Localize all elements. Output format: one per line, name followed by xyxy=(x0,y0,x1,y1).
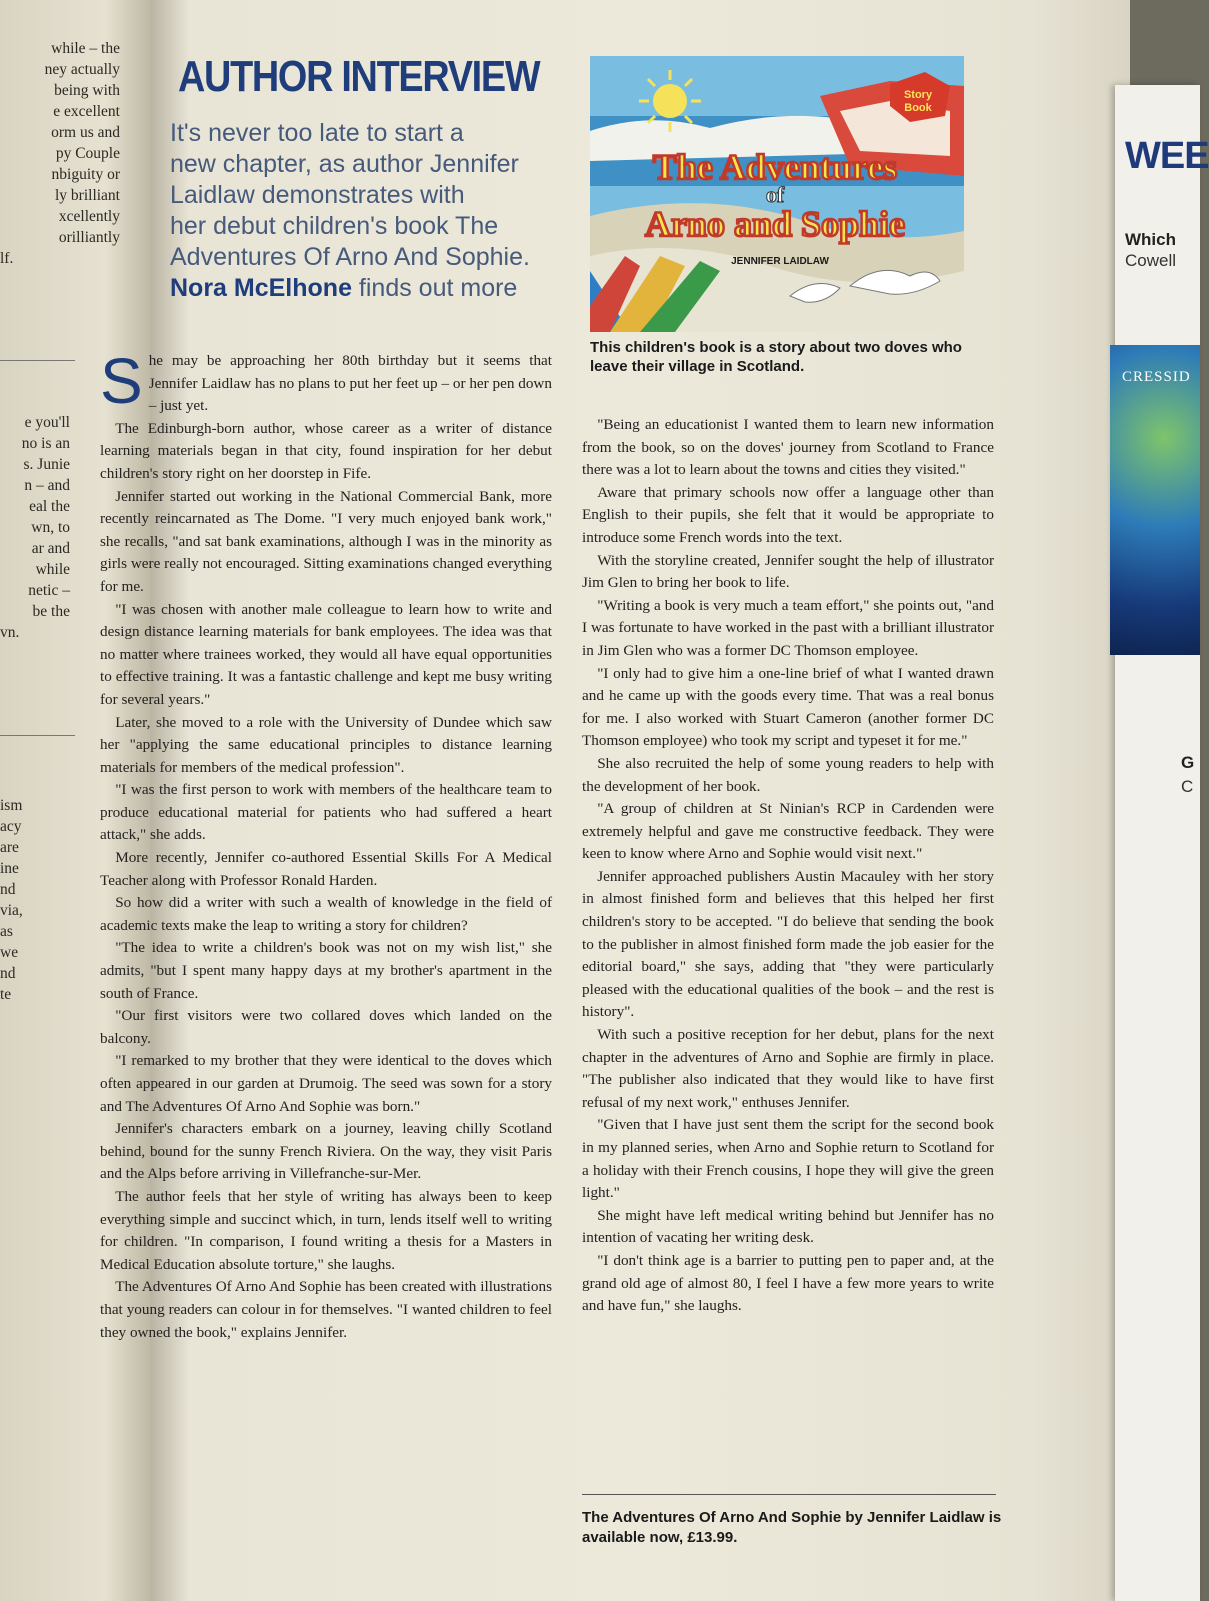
article-paragraph: She may be approaching her 80th birthday but it seems that Jennifer Laidlaw has no plans to put her feet up – or her pen down – just yet. xyxy=(100,345,552,417)
cover-badge-line2: Book xyxy=(904,102,932,114)
left-page-rule xyxy=(0,735,75,736)
page-headline: AUTHOR INTERVIEW xyxy=(178,52,540,101)
left-page-text-block-1: while – the ney actually being with e excellent orm us and py Couple nbiguity or ly brilliant xcellently orilliantly lf. xyxy=(0,40,120,267)
article-paragraph: "The idea to write a children's book was not on my wish list," she admits, "but I spent many happy days at my brother's apartment in the south of France. xyxy=(100,939,552,1002)
article-paragraph: "I don't think age is a barrier to putting pen to paper and, at the grand old age of almost 80, I feel I have a few more years to write and have fun," she laughs. xyxy=(582,1251,994,1315)
article-paragraph: The author feels that her style of writing has always been to keep everything simple and succinct which, in turn, lends itself well to writing for children. "In comparison, I found writing a thesis for a Masters in Medical Education absolute torture," she laughs. xyxy=(100,1187,552,1273)
cover-title-line2: Arno and Sophie xyxy=(644,204,906,244)
article-paragraph: "Our first visitors were two collared doves which landed on the balcony. xyxy=(100,1007,552,1047)
left-page-text-block-3: ism acy are ine nd via, as we nd te xyxy=(0,797,23,1003)
article-paragraph: So how did a writer with such a wealth of knowledge in the field of academic texts make the leap to writing a story for children? xyxy=(100,894,552,934)
article-paragraph: "A group of children at St Ninian's RCP in Cardenden were extremely helpful and gave me constructive feedback. They were keen to know where Arno and Sophie would visit next." xyxy=(582,800,994,863)
left-page-text-block-2: e you'll no is an s. Junie n – and eal the wn, to ar and while netic – be the vn. xyxy=(0,414,70,641)
article-paragraph: "Being an educationist I wanted them to learn new information from the book, so on the doves' journey from Scotland to France there was a lot to learn about the towns and cities they visited." xyxy=(582,416,994,479)
article-column-1 xyxy=(100,345,552,1344)
article-paragraph: "I remarked to my brother that they were identical to the doves which often appeared in our garden at Drumoig. The seed was sown for a story and The Adventures Of Arno And Sophie was born." xyxy=(100,1052,552,1115)
right-page-text: C xyxy=(1181,777,1194,796)
article-paragraph: Later, she moved to a role with the University of Dundee which saw her "applying the same educational principles to distance learning materials for members of the medical profession". xyxy=(100,713,552,776)
article-paragraph: "I was the first person to work with members of the healthcare team to produce educational material for patients who had suffered a heart attack," she adds. xyxy=(100,781,552,844)
cover-badge-line1: Story xyxy=(903,89,933,101)
byline-name: Nora McElhone xyxy=(170,274,352,302)
left-page-rule xyxy=(0,360,75,361)
cover-title-of: of xyxy=(765,182,785,207)
article-paragraph: "I was chosen with another male colleague to learn how to write and design distance learning materials for bank employees. The idea was that no matter where trainees worked, they would all have equal opportunities to effective training. It was a fantastic challenge and kept me busy writing for several years." xyxy=(100,600,552,708)
article-paragraph: "Writing a book is very much a team effort," she points out, "and I was fortunate to have worked in the past with a brilliant illustrator in Jim Glen who was a former DC Thomson employee. xyxy=(582,596,994,659)
footer-divider xyxy=(582,1494,996,1495)
book-cover-illustration xyxy=(590,56,964,332)
cover-author: JENNIFER LAIDLAW xyxy=(731,256,829,267)
article-paragraph: More recently, Jennifer co-authored Essential Skills For A Medical Teacher along with Professor Ronald Harden. xyxy=(100,849,552,889)
standfirst: It's never too late to start a new chapter, as author Jennifer Laidlaw demonstrates with her debut children's book The Adventures Of Arno And Sophie. Nora McElhone finds out more xyxy=(170,119,530,302)
right-page-edge xyxy=(1115,85,1209,1601)
article-paragraph: "Given that I have just sent them the script for the second book in my planned series, when Arno and Sophie return to Scotland for a holiday with their French cousins, I hope they will give the green light." xyxy=(582,1116,994,1202)
article-column-2 xyxy=(582,414,994,1318)
book-cover-image xyxy=(590,56,964,332)
availability-note: The Adventures Of Arno And Sophie by Jennifer Laidlaw is available now, £13.99. xyxy=(582,1509,1002,1546)
right-page-book-cover xyxy=(1110,345,1200,655)
image-caption: This children's book is a story about two doves who leave their village in Scotland. xyxy=(590,339,962,375)
article-paragraph: She also recruited the help of some young readers to help with the development of her book. xyxy=(582,754,994,795)
right-page-heading: WEE xyxy=(1125,135,1209,177)
article-paragraph: The Edinburgh-born author, whose career as a writer of distance learning materials began in that city, found inspiration for her debut children's story right on her doorstep in Fife. xyxy=(100,419,552,482)
article-paragraph: Jennifer started out working in the National Commercial Bank, more recently reincarnated as The Dome. "I very much enjoyed bank work," she recalls, "and sat bank examinations, although I was in the minority as girls were really not encouraged. Sitting examinations changed everything for me. xyxy=(100,487,552,595)
cover-title-line1: The Adventures xyxy=(652,147,898,187)
article-paragraph: Jennifer approached publishers Austin Macauley with her story in almost finished form and believes that this helped her first children's story to be accepted. "I do believe that sending the book to the publisher in almost finished form made the job easier for the editorial board," she says, adding that "they were particularly pleased with the educational qualities of the book – and the rest is history". xyxy=(582,867,994,1021)
right-page-text: Cowell xyxy=(1125,251,1177,270)
right-page-text: Which xyxy=(1125,230,1176,249)
right-page-book-title: CRESSID xyxy=(1122,369,1191,385)
article-paragraph: With the storyline created, Jennifer sought the help of illustrator Jim Glen to bring her book to life. xyxy=(582,551,994,592)
article-paragraph: Jennifer's characters embark on a journey, leaving chilly Scotland behind, bound for the sunny French Riviera. On the way, they visit Paris and the Alps before arriving in Villefranche-sur-Mer. xyxy=(100,1120,552,1183)
article-paragraph: Aware that primary schools now offer a language other than English to their pupils, she felt that it would be appropriate to introduce some French words into the text. xyxy=(582,483,994,546)
drop-cap: S xyxy=(100,345,143,417)
article-paragraph: She might have left medical writing behind but Jennifer has no intention of vacating her writing desk. xyxy=(582,1206,994,1247)
article-paragraph: The Adventures Of Arno And Sophie has been created with illustrations that young readers can colour in for themselves. "I wanted children to feel they owned the book," explains Jennifer. xyxy=(100,1278,552,1341)
right-page-text: G xyxy=(1181,753,1195,772)
article-paragraph: With such a positive reception for her debut, plans for the next chapter in the adventures of Arno and Sophie are firmly in place. "The publisher also indicated that they would like to have first refusal of my next work," enthuses Jennifer. xyxy=(582,1026,994,1111)
article-paragraph: "I only had to give him a one-line brief of what I wanted drawn and he came up with the goods every time. That was a real bonus for me. I also worked with Stuart Cameron (another former DC Thomson employee) who took my script and typeset it for me." xyxy=(582,664,994,750)
byline-rest: finds out more xyxy=(351,274,518,302)
